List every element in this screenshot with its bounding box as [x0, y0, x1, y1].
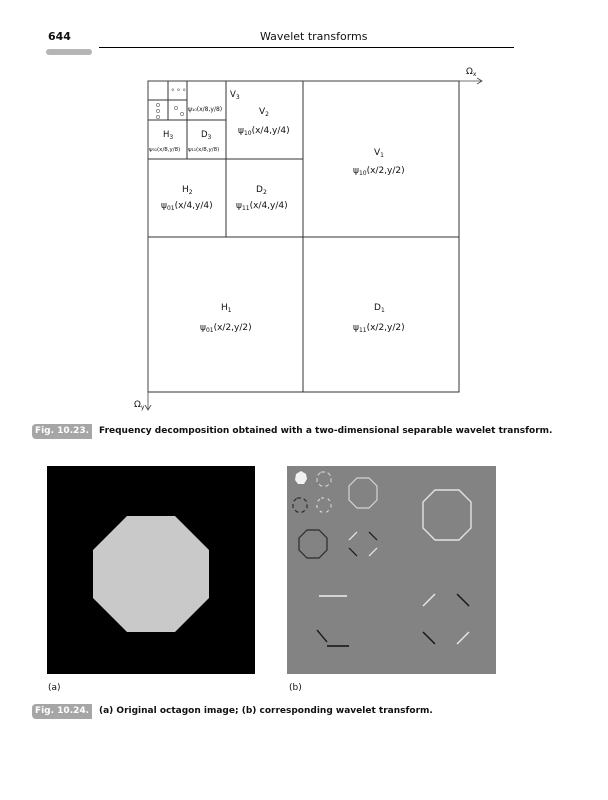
octagon-image: [47, 466, 255, 674]
h3-label: $H_3$: [163, 130, 174, 141]
d2-label: $D_2$: [256, 185, 267, 196]
v3-function: ψ₁₀(x/8,y/8): [188, 106, 223, 113]
header-rule: [99, 47, 514, 48]
subfigure-label-b: (b): [289, 683, 302, 693]
h1-label: $H_1$: [221, 303, 232, 314]
v2-label: $V_2$: [259, 107, 269, 118]
d3-function: ψ₁₁(x/8,y/8): [188, 147, 220, 153]
wavelet-transform-image: [287, 466, 496, 674]
d1-function: $\psi_{11}(x/2,y/2)$: [353, 323, 405, 334]
v3-label: $V_3$: [230, 90, 240, 101]
frequency-decomposition-diagram: [120, 62, 500, 418]
v1-label: $V_1$: [374, 148, 384, 159]
d3-label: $D_3$: [201, 130, 212, 141]
octagon-shape: [93, 516, 209, 632]
figure-caption: Frequency decomposition obtained with a two-dimensional separable wavelet transform.: [99, 426, 553, 436]
finer-level-dots: ° ° °: [171, 88, 186, 96]
figure-tag: Fig. 10.23.: [32, 424, 92, 439]
y-axis-label: $\Omega_y$: [134, 400, 145, 411]
page-number: 644: [48, 30, 71, 43]
v2-function: $\psi_{10}(x/4,y/4)$: [238, 126, 290, 137]
figure-caption: (a) Original octagon image; (b) corresponding wavelet transform.: [99, 706, 433, 716]
v1-function: $\psi_{10}(x/2,y/2)$: [353, 166, 405, 177]
h2-label: $H_2$: [182, 185, 193, 196]
header-tab-marker: [46, 49, 92, 55]
running-title: Wavelet transforms: [260, 30, 368, 43]
finer-level-circles: [156, 103, 183, 118]
subfigure-label-a: (a): [48, 683, 61, 693]
d1-label: $D_1$: [374, 303, 385, 314]
figure-tag: Fig. 10.24.: [32, 704, 92, 719]
h2-function: $\psi_{01}(x/4,y/4)$: [161, 201, 213, 212]
x-axis-label: $\Omega_x$: [466, 67, 477, 78]
d2-function: $\psi_{11}(x/4,y/4)$: [236, 201, 288, 212]
h1-function: $\psi_{01}(x/2,y/2)$: [200, 323, 252, 334]
h3-function: ψ₀₁(x/8,y/8): [149, 147, 181, 153]
